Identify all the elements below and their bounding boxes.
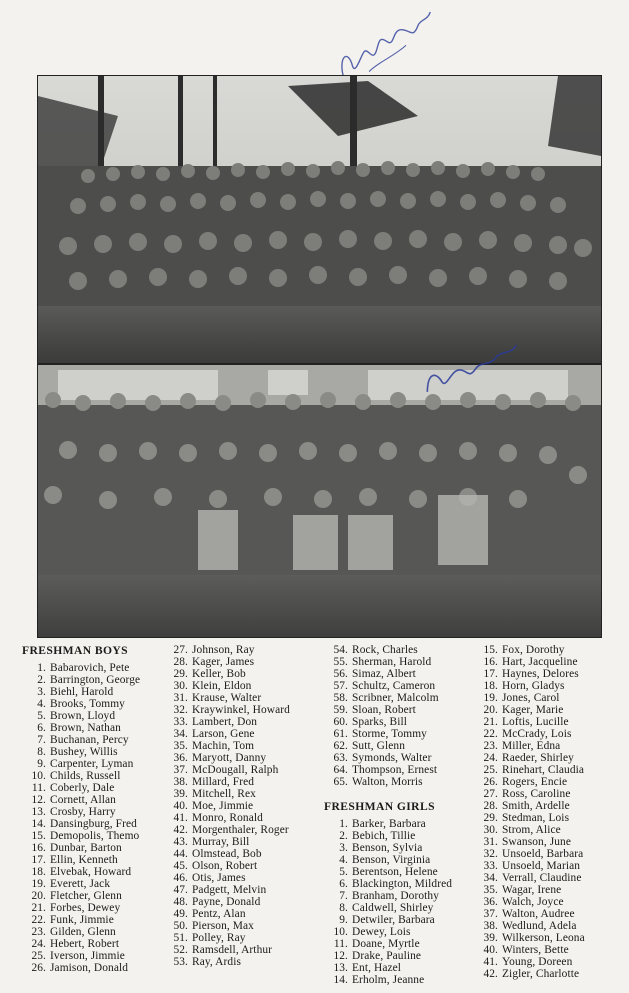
- entry-name: Childs, Russell: [50, 770, 121, 783]
- entry-number: 31.: [173, 692, 188, 705]
- entry-name: Funk, Jimmie: [50, 914, 114, 927]
- entry-number: 20.: [31, 890, 46, 903]
- entry-number: 9.: [339, 914, 348, 927]
- entry-name: Wilkerson, Leona: [502, 932, 585, 945]
- entry-name: Klein, Eldon: [192, 680, 252, 693]
- entry-name: Sutt, Glenn: [352, 740, 405, 753]
- entry-name: Jamison, Donald: [50, 962, 129, 975]
- entry-name: Storme, Tommy: [352, 728, 427, 741]
- entry-number: 41.: [173, 812, 188, 825]
- entry-name: Olmstead, Bob: [192, 848, 262, 861]
- entry-number: 2.: [37, 674, 46, 687]
- entry-number: 22.: [31, 914, 46, 927]
- entry-number: 4.: [37, 698, 46, 711]
- entry-name: Rogers, Encie: [502, 776, 568, 789]
- entry-number: 7.: [37, 734, 46, 747]
- entry-name: Pentz, Alan: [192, 908, 246, 921]
- entry-name: Sparks, Bill: [352, 716, 407, 729]
- entry-name: Fox, Dorothy: [502, 644, 565, 656]
- freshman-boys-heading: FRESHMAN BOYS: [22, 644, 129, 657]
- entry-number: 46.: [173, 872, 188, 885]
- entry-name: Murray, Bill: [192, 836, 250, 849]
- entry-number: 3.: [339, 842, 348, 855]
- entry-number: 18.: [31, 866, 46, 879]
- entry-name: McCrady, Lois: [502, 728, 572, 741]
- entry-name: Keller, Bob: [192, 668, 246, 681]
- entry-number: 43.: [173, 836, 188, 849]
- entry-name: Bushey, Willis: [50, 746, 118, 759]
- entry-number: 56.: [333, 668, 348, 681]
- entry-name: Walton, Audree: [502, 908, 575, 921]
- entry-name: Polley, Ray: [192, 932, 246, 945]
- entry-name: Buchanan, Percy: [50, 734, 129, 747]
- roster-column-2: [164, 645, 316, 969]
- entry-number: 25.: [483, 764, 498, 777]
- entry-number: 57.: [333, 680, 348, 693]
- entry-name: Dewey, Lois: [352, 926, 411, 939]
- entry-number: 8.: [339, 902, 348, 915]
- entry-number: 31.: [483, 836, 498, 849]
- entry-number: 8.: [37, 746, 46, 759]
- entry-number: 11.: [31, 782, 46, 795]
- roster: [22, 644, 612, 987]
- entry-number: 44.: [173, 848, 188, 861]
- entry-number: 13.: [31, 806, 46, 819]
- entry-number: 29.: [483, 812, 498, 825]
- entry-number: 53.: [173, 956, 188, 969]
- entry-number: 64.: [333, 764, 348, 777]
- entry-name: Erholm, Jeanne: [352, 974, 425, 987]
- entry-name: Wagar, Irene: [502, 884, 562, 897]
- entry-name: Ellin, Kenneth: [50, 854, 118, 867]
- entry-name: Gilden, Glenn: [50, 926, 116, 939]
- entry-name: Coberly, Dale: [50, 782, 115, 795]
- entry-number: 5.: [37, 710, 46, 723]
- entry-number: 36.: [173, 752, 188, 765]
- entry-name: Kraywinkel, Howard: [192, 704, 290, 717]
- entry-name: Raeder, Shirley: [502, 752, 574, 765]
- entry-name: Detwiler, Barbara: [352, 914, 435, 927]
- entry-name: Ramsdell, Arthur: [192, 944, 273, 957]
- entry-name: Brown, Lloyd: [50, 710, 116, 723]
- entry-number: 24.: [483, 752, 498, 765]
- entry-number: 33.: [483, 860, 498, 873]
- entry-number: 61.: [333, 728, 348, 741]
- entry-number: 6.: [37, 722, 46, 735]
- entry-number: 34.: [483, 872, 498, 885]
- entry-number: 52.: [173, 944, 188, 957]
- entry-name: Smith, Ardelle: [502, 800, 570, 813]
- girls-group-photo-image: [38, 365, 601, 637]
- entry-name: Benson, Virginia: [352, 854, 431, 867]
- entry-number: 38.: [483, 920, 498, 933]
- entry-number: 39.: [483, 932, 498, 945]
- entry-name: Bebich, Tillie: [352, 830, 416, 843]
- entry-name: Benson, Sylvia: [352, 842, 423, 855]
- entry-number: 58.: [333, 692, 348, 705]
- entry-name: Branham, Dorothy: [352, 890, 440, 903]
- entry-number: 35.: [483, 884, 498, 897]
- entry-number: 10.: [31, 770, 46, 783]
- entry-name: Brooks, Tommy: [50, 698, 125, 711]
- entry-name: Strom, Alice: [502, 824, 561, 837]
- entry-name: Brown, Nathan: [50, 722, 121, 735]
- entry-name: Scribner, Malcolm: [352, 692, 439, 705]
- boys-group-photo-image: [38, 76, 601, 363]
- roster-column-1: [22, 645, 162, 975]
- entry-name: Pierson, Max: [192, 920, 254, 933]
- entry-number: 15.: [31, 830, 46, 843]
- roster-entry: [164, 957, 316, 969]
- entry-number: 30.: [173, 680, 188, 693]
- entry-number: 54.: [333, 644, 348, 656]
- entry-number: 63.: [333, 752, 348, 765]
- entry-number: 27.: [173, 644, 188, 656]
- entry-name: Ent, Hazel: [352, 962, 402, 975]
- entry-number: 23.: [31, 926, 46, 939]
- entry-number: 21.: [483, 716, 498, 729]
- entry-name: Berentson, Helene: [352, 866, 438, 879]
- entry-name: Mitchell, Rex: [192, 788, 256, 801]
- entry-number: 33.: [173, 716, 188, 729]
- roster-column-4: [474, 645, 614, 981]
- entry-number: 60.: [333, 716, 348, 729]
- entry-name: Zigler, Charlotte: [502, 968, 580, 981]
- entry-number: 12.: [31, 794, 46, 807]
- entry-name: Unsoeld, Barbara: [502, 848, 584, 861]
- entry-number: 12.: [333, 950, 348, 963]
- entry-name: Thompson, Ernest: [352, 764, 438, 777]
- freshman-girls-heading: FRESHMAN GIRLS: [324, 800, 435, 814]
- entry-number: 18.: [483, 680, 498, 693]
- entry-name: Biehl, Harold: [50, 686, 114, 699]
- entry-number: 30.: [483, 824, 498, 837]
- entry-number: 22.: [483, 728, 498, 741]
- entry-name: Walch, Joyce: [502, 896, 564, 909]
- entry-number: 45.: [173, 860, 188, 873]
- entry-name: Kager, James: [192, 656, 255, 669]
- entry-name: Sherman, Harold: [352, 656, 432, 669]
- entry-number: 25.: [31, 950, 46, 963]
- entry-name: Everett, Jack: [50, 878, 111, 891]
- entry-number: 14.: [333, 974, 348, 987]
- entry-number: 17.: [483, 668, 498, 681]
- entry-name: Rock, Charles: [352, 644, 418, 656]
- entry-number: 55.: [333, 656, 348, 669]
- entry-name: Krause, Walter: [192, 692, 262, 705]
- entry-name: Stedman, Lois: [502, 812, 570, 825]
- entry-name: Verrall, Claudine: [502, 872, 582, 885]
- entry-name: Olson, Robert: [192, 860, 258, 873]
- entry-name: Johnson, Ray: [192, 644, 255, 656]
- entry-name: Dansingburg, Fred: [50, 818, 137, 831]
- entry-name: Haynes, Delores: [502, 668, 579, 681]
- entry-number: 4.: [339, 854, 348, 867]
- entry-number: 20.: [483, 704, 498, 717]
- entry-number: 19.: [483, 692, 498, 705]
- entry-number: 28.: [173, 656, 188, 669]
- entry-name: Iverson, Jimmie: [50, 950, 125, 963]
- roster-column-3: [324, 645, 474, 987]
- entry-number: 26.: [31, 962, 46, 975]
- entry-name: Forbes, Dewey: [50, 902, 121, 915]
- entry-name: Dunbar, Barton: [50, 842, 122, 855]
- entry-name: Young, Doreen: [502, 956, 573, 969]
- entry-name: Larson, Gene: [192, 728, 255, 741]
- entry-name: Carpenter, Lyman: [50, 758, 134, 771]
- entry-number: 28.: [483, 800, 498, 813]
- entry-name: Blackington, Mildred: [352, 878, 453, 891]
- entry-name: Horn, Gladys: [502, 680, 565, 693]
- entry-number: 17.: [31, 854, 46, 867]
- entry-name: Millard, Fred: [192, 776, 255, 789]
- entry-number: 47.: [173, 884, 188, 897]
- entry-name: Ray, Ardis: [192, 956, 241, 969]
- entry-name: Loftis, Lucille: [502, 716, 569, 729]
- entry-name: Drake, Pauline: [352, 950, 422, 963]
- entry-number: 9.: [37, 758, 46, 771]
- entry-number: 13.: [333, 962, 348, 975]
- entry-name: Cornett, Allan: [50, 794, 116, 807]
- entry-name: Doane, Myrtle: [352, 938, 420, 951]
- entry-number: 1.: [37, 662, 46, 674]
- entry-number: 24.: [31, 938, 46, 951]
- entry-name: Maryott, Danny: [192, 752, 267, 765]
- entry-name: Miller, Edna: [502, 740, 561, 753]
- entry-number: 26.: [483, 776, 498, 789]
- entry-number: 62.: [333, 740, 348, 753]
- roster-entry: [22, 963, 162, 975]
- entry-number: 34.: [173, 728, 188, 741]
- entry-name: Moe, Jimmie: [192, 800, 254, 813]
- entry-name: Unsoeld, Marian: [502, 860, 581, 873]
- entry-name: Simaz, Albert: [352, 668, 416, 681]
- entry-number: 21.: [31, 902, 46, 915]
- entry-name: McDougall, Ralph: [192, 764, 279, 777]
- entry-name: Hebert, Robert: [50, 938, 120, 951]
- entry-name: Crosby, Harry: [50, 806, 116, 819]
- entry-number: 7.: [339, 890, 348, 903]
- entry-number: 50.: [173, 920, 188, 933]
- entry-number: 6.: [339, 878, 348, 891]
- entry-name: Symonds, Walter: [352, 752, 432, 765]
- roster-entry: [474, 969, 614, 981]
- entry-number: 27.: [483, 788, 498, 801]
- entry-number: 35.: [173, 740, 188, 753]
- entry-number: 37.: [483, 908, 498, 921]
- entry-name: Babarovich, Pete: [50, 662, 130, 674]
- entry-name: Barker, Barbara: [352, 818, 426, 831]
- entry-number: 32.: [173, 704, 188, 717]
- entry-number: 19.: [31, 878, 46, 891]
- entry-name: Padgett, Melvin: [192, 884, 267, 897]
- entry-name: Lambert, Don: [192, 716, 258, 729]
- entry-number: 38.: [173, 776, 188, 789]
- entry-number: 48.: [173, 896, 188, 909]
- roster-entry: [324, 975, 474, 987]
- entry-number: 16.: [31, 842, 46, 855]
- entry-name: Monro, Ronald: [192, 812, 263, 825]
- entry-name: Caldwell, Shirley: [352, 902, 434, 915]
- entry-number: 2.: [339, 830, 348, 843]
- entry-number: 3.: [37, 686, 46, 699]
- entry-number: 41.: [483, 956, 498, 969]
- entry-number: 10.: [333, 926, 348, 939]
- entry-number: 37.: [173, 764, 188, 777]
- entry-name: Morgenthaler, Roger: [192, 824, 289, 837]
- entry-number: 39.: [173, 788, 188, 801]
- freshman-boys-photo: [37, 75, 602, 364]
- entry-number: 15.: [483, 644, 498, 656]
- entry-number: 40.: [483, 944, 498, 957]
- entry-name: Machin, Tom: [192, 740, 255, 753]
- entry-name: Schultz, Cameron: [352, 680, 436, 693]
- freshman-girls-photo: [37, 364, 602, 638]
- entry-name: Elvebak, Howard: [50, 866, 132, 879]
- entry-number: 32.: [483, 848, 498, 861]
- entry-number: 29.: [173, 668, 188, 681]
- entry-number: 42.: [483, 968, 498, 981]
- entry-name: Ross, Caroline: [502, 788, 571, 801]
- entry-name: Jones, Carol: [502, 692, 560, 705]
- entry-name: Swanson, June: [502, 836, 572, 849]
- entry-name: Payne, Donald: [192, 896, 261, 909]
- entry-number: 42.: [173, 824, 188, 837]
- entry-number: 40.: [173, 800, 188, 813]
- entry-name: Rinehart, Claudia: [502, 764, 585, 777]
- entry-number: 23.: [483, 740, 498, 753]
- entry-name: Otis, James: [192, 872, 246, 885]
- entry-number: 59.: [333, 704, 348, 717]
- roster-entry: [324, 777, 474, 789]
- entry-number: 65.: [333, 776, 348, 789]
- entry-number: 51.: [173, 932, 188, 945]
- entry-number: 11.: [333, 938, 348, 951]
- entry-name: Hart, Jacqueline: [502, 656, 578, 669]
- entry-name: Barrington, George: [50, 674, 141, 687]
- entry-name: Winters, Bette: [502, 944, 569, 957]
- entry-number: 49.: [173, 908, 188, 921]
- entry-name: Fletcher, Glenn: [50, 890, 122, 903]
- entry-name: Walton, Morris: [352, 776, 423, 789]
- entry-name: Wedlund, Adela: [502, 920, 577, 933]
- entry-name: Sloan, Robert: [352, 704, 416, 717]
- entry-number: 16.: [483, 656, 498, 669]
- entry-number: 36.: [483, 896, 498, 909]
- entry-number: 1.: [339, 818, 348, 831]
- entry-number: 14.: [31, 818, 46, 831]
- entry-number: 5.: [339, 866, 348, 879]
- entry-name: Demopolis, Themo: [50, 830, 140, 843]
- entry-name: Kager, Marie: [502, 704, 564, 717]
